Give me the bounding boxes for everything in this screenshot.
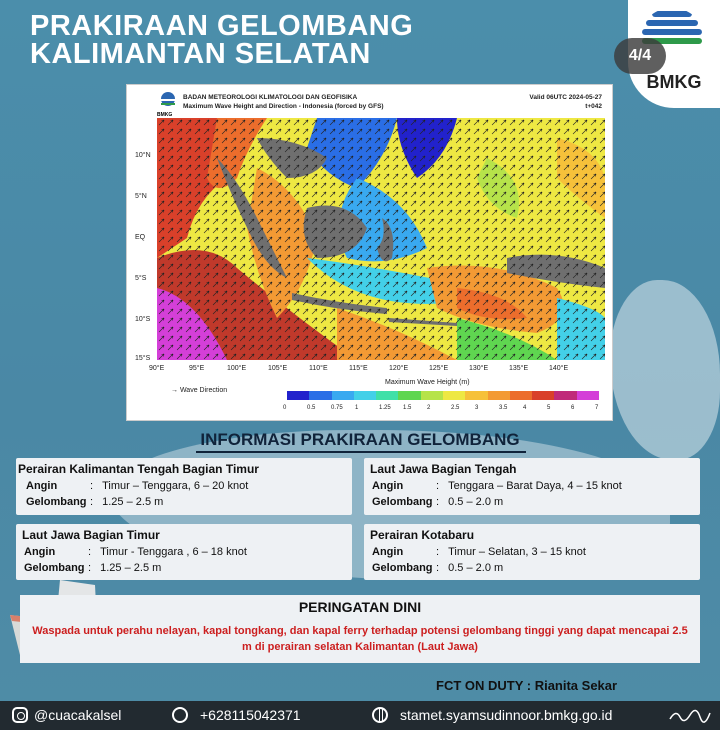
colorbar-tick-label: 1	[355, 405, 359, 411]
lon-label: 135°E	[509, 365, 529, 372]
colorbar-swatch	[488, 391, 510, 400]
phone-icon	[172, 707, 188, 723]
lat-label-5n: 5°N	[135, 193, 147, 200]
title-line-1: PRAKIRAAN GELOMBANG	[30, 10, 414, 42]
lat-label-10n: 10°N	[135, 152, 151, 159]
gelombang-value: 1.25 – 2.5 m	[102, 496, 164, 508]
separator: :	[88, 546, 92, 558]
colorbar-swatch	[354, 391, 376, 400]
gelombang-row	[372, 562, 503, 574]
colorbar-swatch	[577, 391, 599, 400]
lon-label: 110°E	[309, 365, 328, 372]
gelombang-value: 0.5 – 2.0 m	[448, 562, 504, 574]
colorbar-swatch	[465, 391, 487, 400]
colorbar-tick-label: 3.5	[499, 405, 508, 411]
colorbar-tick-label: 5	[547, 405, 551, 411]
colorbar-tick-label: 0.5	[307, 405, 316, 411]
area-name: Perairan Kalimantan Tengah Bagian Timur	[18, 462, 259, 476]
lat-label-10s: 10°S	[135, 316, 151, 323]
instagram-handle[interactable]: @cuacakalsel	[34, 707, 122, 723]
colorbar-swatch	[398, 391, 420, 400]
colorbar-tick-label: 2.5	[451, 405, 460, 411]
gelombang-label: Gelombang	[372, 496, 433, 508]
area-name: Perairan Kotabaru	[370, 528, 475, 542]
lat-label-15s: 15°S	[135, 355, 151, 362]
colorbar	[287, 391, 599, 400]
colorbar-swatch	[376, 391, 398, 400]
angin-row	[372, 480, 622, 492]
lon-label: 130°E	[469, 365, 489, 372]
wave-direction-legend	[171, 387, 227, 394]
colorbar-swatch	[554, 391, 576, 400]
lon-label: 125°E	[429, 365, 449, 372]
warning-text: Waspada untuk perahu nelayan, kapal tongkang, dan kapal ferry terhadap potensi gelombang tinggi yang dapat mencapai 2.5 m di perairan selatan Kalimantan (Laut Jawa)	[32, 625, 688, 653]
gelombang-label: Gelombang	[26, 496, 87, 508]
separator: :	[436, 480, 440, 492]
signature-icon	[668, 707, 712, 725]
wave-direction-label: Wave Direction	[179, 387, 228, 394]
colorbar-tick-label: 1.25	[379, 405, 391, 411]
forecast-box-kalteng-timur	[16, 458, 352, 515]
wave-chart-card	[126, 84, 613, 421]
page-indicator: 4/4	[614, 38, 666, 74]
separator: :	[88, 562, 92, 574]
colorbar-tick-label: 0.75	[331, 405, 343, 411]
arrow-right-icon: →	[171, 387, 178, 394]
chart-valid-time: Valid 06UTC 2024-05-27	[529, 94, 602, 101]
website-link[interactable]: stamet.syamsudinnoor.bmkg.go.id	[400, 707, 613, 723]
separator: :	[436, 562, 440, 574]
separator: :	[436, 546, 440, 558]
angin-label: Angin	[372, 480, 404, 492]
gelombang-value: 0.5 – 2.0 m	[448, 496, 504, 508]
forecast-box-laut-jawa-timur	[16, 524, 352, 580]
chart-subtitle: Maximum Wave Height and Direction - Indonesia (forced by GFS)	[183, 103, 384, 110]
angin-row	[24, 546, 247, 558]
gelombang-row	[26, 496, 163, 508]
lon-label: 95°E	[189, 365, 205, 372]
lon-label: 90°E	[149, 365, 165, 372]
colorbar-swatch	[421, 391, 443, 400]
angin-value: Timur - Tenggara , 6 – 18 knot	[100, 546, 247, 558]
chart-forecast-step: t+042	[585, 103, 602, 110]
colorbar-swatch	[532, 391, 554, 400]
colorbar-tick-label: 6	[571, 405, 575, 411]
lon-label: 120°E	[389, 365, 409, 372]
angin-value: Timur – Selatan, 3 – 15 knot	[448, 546, 586, 558]
info-heading-underline	[196, 451, 526, 453]
globe-icon	[372, 707, 388, 723]
bmkg-logo-text: BMKG	[646, 72, 702, 92]
colorbar-title: Maximum Wave Height (m)	[385, 379, 470, 386]
lat-label-5s: 5°S	[135, 275, 147, 282]
colorbar-tick-label: 4	[523, 405, 527, 411]
separator: :	[90, 480, 94, 492]
separator: :	[90, 496, 94, 508]
angin-label: Angin	[24, 546, 56, 558]
colorbar-tick-label: 7	[595, 405, 599, 411]
forecaster-on-duty: FCT ON DUTY : Rianita Sekar	[436, 678, 618, 693]
gelombang-row	[372, 496, 503, 508]
footer	[0, 701, 720, 730]
forecast-box-laut-jawa-tengah	[364, 458, 700, 515]
instagram-icon	[12, 707, 28, 723]
early-warning-box	[20, 595, 700, 663]
angin-label: Angin	[372, 546, 404, 558]
gelombang-label: Gelombang	[372, 562, 433, 574]
gelombang-value: 1.25 – 2.5 m	[100, 562, 162, 574]
area-name: Laut Jawa Bagian Timur	[22, 528, 160, 542]
colorbar-tick-label: 3	[475, 405, 479, 411]
colorbar-swatch	[332, 391, 354, 400]
phone-number[interactable]: +628115042371	[200, 707, 301, 723]
title-line-2: KALIMANTAN SELATAN	[30, 38, 371, 70]
chart-bmkg-logo-icon	[159, 91, 177, 113]
lon-label: 140°E	[549, 365, 569, 372]
colorbar-swatch	[510, 391, 532, 400]
colorbar-tick-label: 0	[283, 405, 287, 411]
info-heading: INFORMASI PRAKIRAAN GELOMBANG	[200, 430, 520, 449]
colorbar-tick-label: 1.5	[403, 405, 412, 411]
angin-value: Timur – Tenggara, 6 – 20 knot	[102, 480, 249, 492]
colorbar-swatch	[443, 391, 465, 400]
angin-label: Angin	[26, 480, 58, 492]
lon-label: 105°E	[268, 365, 288, 372]
angin-row	[372, 546, 586, 558]
chart-agency: BADAN METEOROLOGI KLIMATOLOGI DAN GEOFISIKA	[183, 94, 358, 101]
wave-height-map	[157, 118, 605, 360]
area-name: Laut Jawa Bagian Tengah	[370, 462, 517, 476]
page-title	[30, 12, 413, 68]
separator: :	[436, 496, 440, 508]
gelombang-row	[24, 562, 161, 574]
forecast-box-kotabaru	[364, 524, 700, 580]
warning-title: PERINGATAN DINI	[298, 599, 422, 615]
lon-label: 100°E	[227, 365, 247, 372]
lon-label: 115°E	[349, 365, 368, 372]
colorbar-swatch	[309, 391, 331, 400]
gelombang-label: Gelombang	[24, 562, 85, 574]
chart-logo-text: BMKG	[157, 112, 173, 118]
colorbar-tick-label: 2	[427, 405, 431, 411]
colorbar-swatch	[287, 391, 309, 400]
angin-value: Tenggara – Barat Daya, 4 – 15 knot	[448, 480, 622, 492]
angin-row	[26, 480, 248, 492]
lat-label-eq: EQ	[135, 234, 146, 241]
